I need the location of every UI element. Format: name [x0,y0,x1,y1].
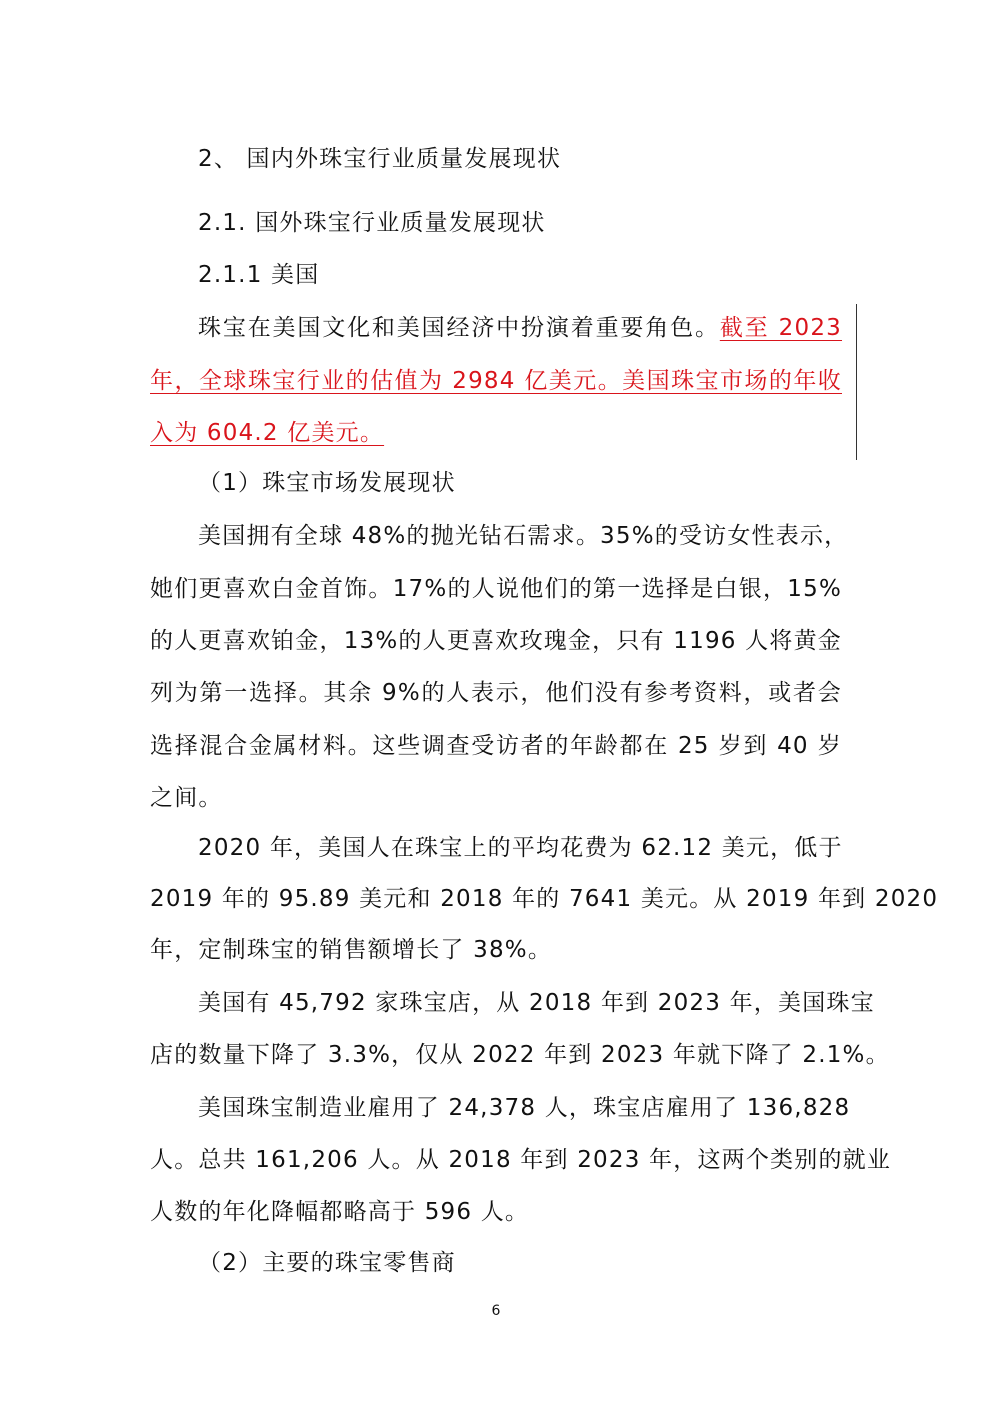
paragraph-line: 人数的年化降幅都略高于 596 人。 [150,1199,530,1225]
change-bar [856,304,857,460]
tracked-change-text: 年，全球珠宝行业的估值为 2984 亿美元。美国珠宝市场的年收 [150,368,842,394]
paragraph-line: 选择混合金属材料。这些调查受访者的年龄都在 25 岁到 40 岁 [150,733,842,759]
subheading-1: （1）珠宝市场发展现状 [198,470,456,496]
section-heading-2-1-1: 2.1.1 美国 [198,262,320,288]
paragraph-line: 美国珠宝制造业雇用了 24,378 人，珠宝店雇用了 136,828 [198,1095,851,1121]
paragraph-line: 列为第一选择。其余 9%的人表示，他们没有参考资料，或者会 [150,680,842,706]
paragraph-line: 年，定制珠宝的销售额增长了 38%。 [150,937,553,963]
paragraph-line: 2019 年的 95.89 美元和 2018 年的 7641 美元。从 2019 年到 2020 [150,886,939,912]
subheading-2: （2）主要的珠宝零售商 [198,1250,456,1276]
paragraph-line: 之间。 [150,785,223,811]
paragraph-line: 美国有 45,792 家珠宝店，从 2018 年到 2023 年，美国珠宝 [198,990,875,1016]
paragraph-line: 的人更喜欢铂金，13%的人更喜欢玫瑰金，只有 1196 人将黄金 [150,628,842,654]
paragraph-line: 店的数量下降了 3.3%，仅从 2022 年到 2023 年就下降了 2.1%。 [150,1042,890,1068]
paragraph-line: 人。总共 161,206 人。从 2018 年到 2023 年，这两个类别的就业 [150,1147,892,1173]
intro-line-3 [150,418,842,448]
section-heading-2-1: 2.1. 国外珠宝行业质量发展现状 [198,210,546,236]
section-heading-2: 2、 国内外珠宝行业质量发展现状 [198,146,562,172]
paragraph-line: 2020 年，美国人在珠宝上的平均花费为 62.12 美元，低于 [198,835,843,861]
paragraph-line: 美国拥有全球 48%的抛光钻石需求。35%的受访女性表示， [198,523,849,549]
tracked-change-text: 截至 2023 [719,315,843,341]
tracked-change-text: 入为 604.2 亿美元。 [150,420,385,446]
paragraph-line: 她们更喜欢白金首饰。17%的人说他们的第一选择是白银，15% [150,576,842,602]
intro-line-1 [198,313,842,343]
page-number: 6 [491,1303,501,1319]
intro-plain-text: 珠宝在美国文化和美国经济中扮演着重要角色。 [198,315,720,341]
intro-line-2 [150,366,842,396]
